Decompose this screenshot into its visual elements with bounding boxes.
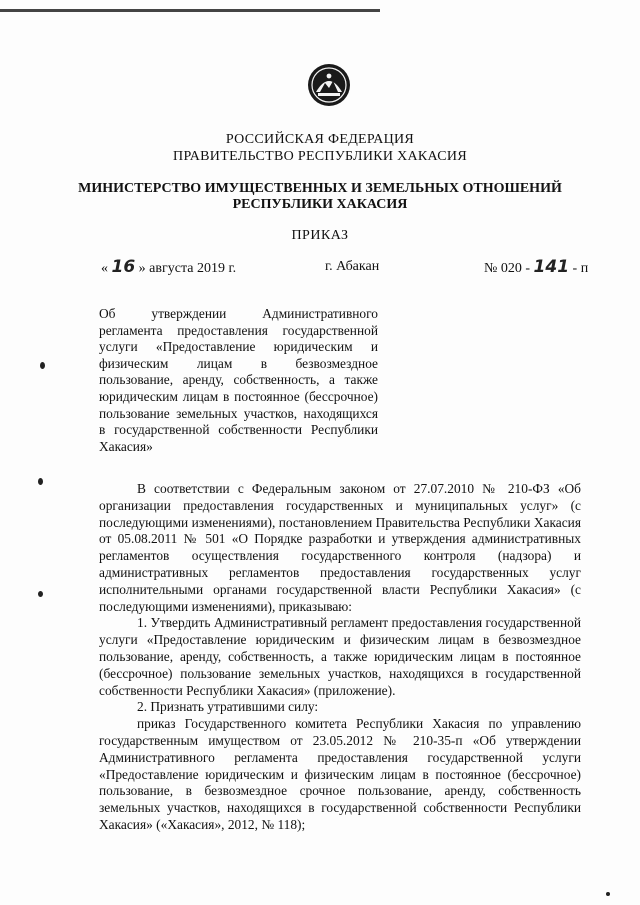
ministry-name-line1: МИНИСТЕРСТВО ИМУЩЕСТВЕННЫХ И ЗЕМЕЛЬНЫХ ОТНОШЕНИЙ (78, 181, 562, 196)
order-date: « 16 » августа 2019 г. (101, 257, 237, 277)
preamble-paragraph: В соответствии с Федеральным законом от 27.07.2010 № 210-ФЗ «Об организации предоставления государственных и муниципальных услуг» (с последующими изменениями), постановлением Правительства Республики Хакасия от 05.08.2011 № 501 «О Порядке разработки и утверждения административных регламентов осуществления государственного контроля (надзора) и административных регламентов предоставления государственных услуг исполнительными органами государственной власти Республики Хакасия» (с последующими изменениями), приказываю: (99, 481, 581, 614)
subject-line: в государственной собственности Республики (99, 422, 378, 438)
subject-line: пользование земельных участков, находящихся (99, 405, 378, 421)
subject-line: пользование, аренду, собственность, а также (99, 372, 378, 388)
document-type-title: ПРИКАЗ (291, 228, 349, 243)
scan-mark (38, 478, 43, 485)
order-city: г. Абакан (325, 259, 380, 274)
clause-1-paragraph: 1. Утвердить Административный регламент предоставления государственной услуги «Предоставление юридическим и физическим лицам в безвозмездное пользование, аренду, собственность, а также юридическим лицам в постоянное (бессрочное) пользование земельных участков, находящихся в государственной собственности Республики Хакасия» (приложение). (99, 615, 581, 698)
subject-line: услуги «Предоставление юридическим и (99, 339, 378, 355)
handwritten-number: 141 (533, 257, 570, 277)
subject-line: Об утверждении Административного (99, 306, 378, 321)
header-government: ПРАВИТЕЛЬСТВО РЕСПУБЛИКИ ХАКАСИЯ (173, 149, 467, 164)
subject-line: физическим лицам в безвозмездное (99, 355, 378, 371)
order-body (99, 481, 581, 834)
subject-line: регламента предоставления государственной (99, 322, 378, 338)
repealed-order-paragraph: приказ Государственного комитета Республики Хакасия по управлению государственным имуществом от 23.05.2012 № 210-35-п «Об утверждении Административного регламента предоставления государственной услуги «Предоставление юридическим и физическим лицам в постоянное (бессрочное) пользование, в безвозмездное срочное пользование, аренду, собственность земельных участков, находящихся в государственной собственности Республики Хакасия» («Хакасия», 2012, № 118); (99, 716, 581, 832)
handwritten-day: 16 (111, 257, 136, 277)
order-subject (99, 306, 378, 455)
ministry-name-line2: РЕСПУБЛИКИ ХАКАСИЯ (232, 197, 408, 212)
subject-line: Хакасия» (99, 438, 153, 454)
top-border-line (0, 9, 380, 12)
clause-2-paragraph: 2. Признать утратившими силу: (137, 699, 319, 715)
scan-mark (606, 892, 610, 896)
scan-mark (40, 362, 45, 369)
scan-mark (38, 591, 43, 597)
order-number: № 020 - 141 - п (484, 257, 589, 277)
header-federation: РОССИЙСКАЯ ФЕДЕРАЦИЯ (225, 132, 415, 147)
subject-line: юридическим лицам в постоянное (бессрочное) (99, 388, 378, 404)
coat-of-arms-emblem-icon (306, 62, 352, 108)
